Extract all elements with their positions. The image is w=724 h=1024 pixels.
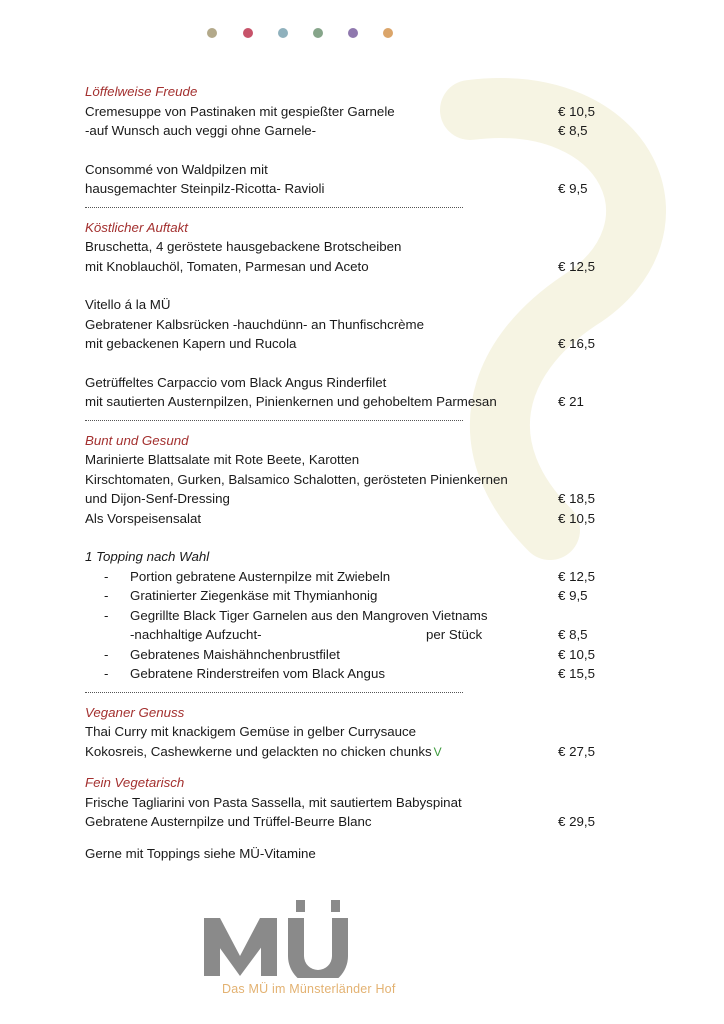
dish-text: Marinierte Blattsalate mit Rote Beete, Karotten — [85, 452, 360, 467]
topping-item — [85, 645, 615, 665]
color-dots — [207, 28, 397, 40]
dish-price: € 16,5 — [558, 336, 595, 351]
menu-item — [85, 179, 615, 199]
topping-price: € 15,5 — [558, 666, 595, 681]
dish-price: € 27,5 — [558, 743, 595, 759]
dish-text: Kokosreis, Cashewkerne und gelackten no chicken chunks — [85, 743, 432, 759]
dish-text: Gebratene Austernpilze und Trüffel-Beurre Blanc — [85, 814, 372, 829]
dish-text: Thai Curry mit knackigem Gemüse in gelber Currysauce — [85, 724, 417, 739]
bullet-dash: - — [104, 607, 109, 623]
menu-item — [85, 295, 615, 315]
topping-text: Gratinierter Ziegenkäse mit Thymianhonig — [130, 588, 378, 603]
topping-text: Gebratene Rinderstreifen vom Black Angus — [130, 666, 385, 681]
bullet-dash: - — [104, 568, 109, 584]
dot-5 — [348, 28, 358, 38]
dot-2 — [243, 28, 253, 38]
dot-3 — [278, 28, 288, 38]
section-heading: Köstlicher Auftakt — [85, 219, 188, 235]
mue-logo — [204, 898, 354, 978]
topping-item — [85, 664, 615, 684]
topping-text: -nachhaltige Aufzucht- — [130, 627, 262, 642]
dotted-separator — [85, 684, 615, 703]
bullet-dash: - — [104, 588, 109, 603]
topping-heading: 1 Topping nach Wahl — [85, 549, 210, 564]
menu-item — [85, 334, 615, 354]
dish-price: € 9,5 — [558, 181, 588, 196]
menu-item — [85, 373, 615, 393]
menu-item — [85, 450, 615, 470]
dish-price: € 21 — [558, 394, 584, 409]
dish-text: Vitello á la MÜ — [85, 297, 171, 312]
dish-price: € 18,5 — [558, 491, 595, 506]
dish-text: Getrüffeltes Carpaccio vom Black Angus Rinderfilet — [85, 374, 387, 390]
topping-item — [85, 586, 615, 606]
dish-text: hausgemachter Steinpilz-Ricotta- Ravioli — [85, 181, 325, 196]
menu-item — [85, 160, 615, 180]
dish-text: mit gebackenen Kapern und Rucola — [85, 336, 297, 351]
menu-item — [85, 257, 615, 277]
section-heading: Bunt und Gesund — [85, 432, 189, 448]
dish-text: Bruschetta, 4 geröstete hausgebackene Brotscheiben — [85, 239, 402, 254]
vegan-leaf-icon: V — [433, 744, 442, 759]
topping-item — [85, 606, 615, 626]
per-piece-label: per Stück — [426, 627, 483, 642]
bullet-dash: - — [104, 666, 109, 681]
topping-price: € 9,5 — [558, 588, 588, 603]
dot-6 — [383, 28, 393, 38]
section-heading: Fein Vegetarisch — [85, 775, 185, 790]
dish-text: mit Knoblauchöl, Tomaten, Parmesan und Aceto — [85, 258, 369, 274]
menu-item — [85, 315, 615, 335]
topping-item — [85, 625, 615, 645]
menu-item — [85, 392, 615, 412]
dish-price: € 29,5 — [558, 814, 595, 829]
dish-text: -auf Wunsch auch veggi ohne Garnele- — [85, 123, 317, 138]
menu-item — [85, 509, 615, 529]
bullet-dash: - — [104, 646, 109, 662]
topping-text: Portion gebratene Austernpilze mit Zwiebeln — [130, 568, 391, 584]
menu-item — [85, 102, 615, 122]
topping-price: € 10,5 — [558, 646, 595, 662]
section-heading: Veganer Genuss — [85, 704, 185, 720]
menu-item — [85, 812, 615, 832]
dot-1 — [207, 28, 217, 38]
dish-text: Gebratener Kalbsrücken -hauchdünn- an Thunfischcrème — [85, 316, 425, 332]
section-heading: Löffelweise Freude — [85, 84, 198, 99]
topping-price: € 12,5 — [558, 568, 595, 584]
dish-text: und Dijon-Senf-Dressing — [85, 491, 230, 506]
topping-item — [85, 567, 615, 587]
dish-price: € 12,5 — [558, 258, 595, 274]
menu-note — [85, 844, 615, 864]
menu-item — [85, 793, 615, 813]
topping-price: € 8,5 — [558, 627, 588, 642]
dish-text: Kirschtomaten, Gurken, Balsamico Schalotten, gerösteten Pinienkernen — [85, 471, 508, 487]
dish-text: Frische Tagliarini von Pasta Sassella, mit sautiertem Babyspinat — [85, 794, 462, 810]
topping-text: Gegrillte Black Tiger Garnelen aus den Mangroven Vietnams — [130, 607, 488, 623]
dish-text: Als Vorspeisensalat — [85, 510, 202, 526]
dish-text: Consommé von Waldpilzen mit — [85, 161, 268, 177]
dish-text: Cremesuppe von Pastinaken mit gespießter Garnele — [85, 103, 395, 119]
topping-text: Gebratenes Maishähnchenbrustfilet — [130, 646, 340, 662]
dish-text: mit sautierten Austernpilzen, Pinienkernen und gehobeltem Parmesan — [85, 394, 497, 409]
note-text: Gerne mit Toppings siehe MÜ-Vitamine — [85, 845, 316, 861]
dish-price: € 10,5 — [558, 510, 595, 526]
menu-item — [85, 722, 615, 742]
menu-item — [85, 470, 615, 490]
menu-item — [85, 237, 615, 257]
dotted-separator — [85, 199, 615, 218]
menu-item — [85, 121, 615, 141]
menu-item — [85, 742, 615, 762]
dish-price: € 8,5 — [558, 123, 588, 138]
menu-item — [85, 489, 615, 509]
dish-price: € 10,5 — [558, 103, 595, 119]
footer-tagline: Das MÜ im Münsterländer Hof — [222, 982, 396, 996]
menu-list — [85, 82, 615, 863]
dot-4 — [313, 28, 323, 38]
dotted-separator — [85, 412, 615, 431]
